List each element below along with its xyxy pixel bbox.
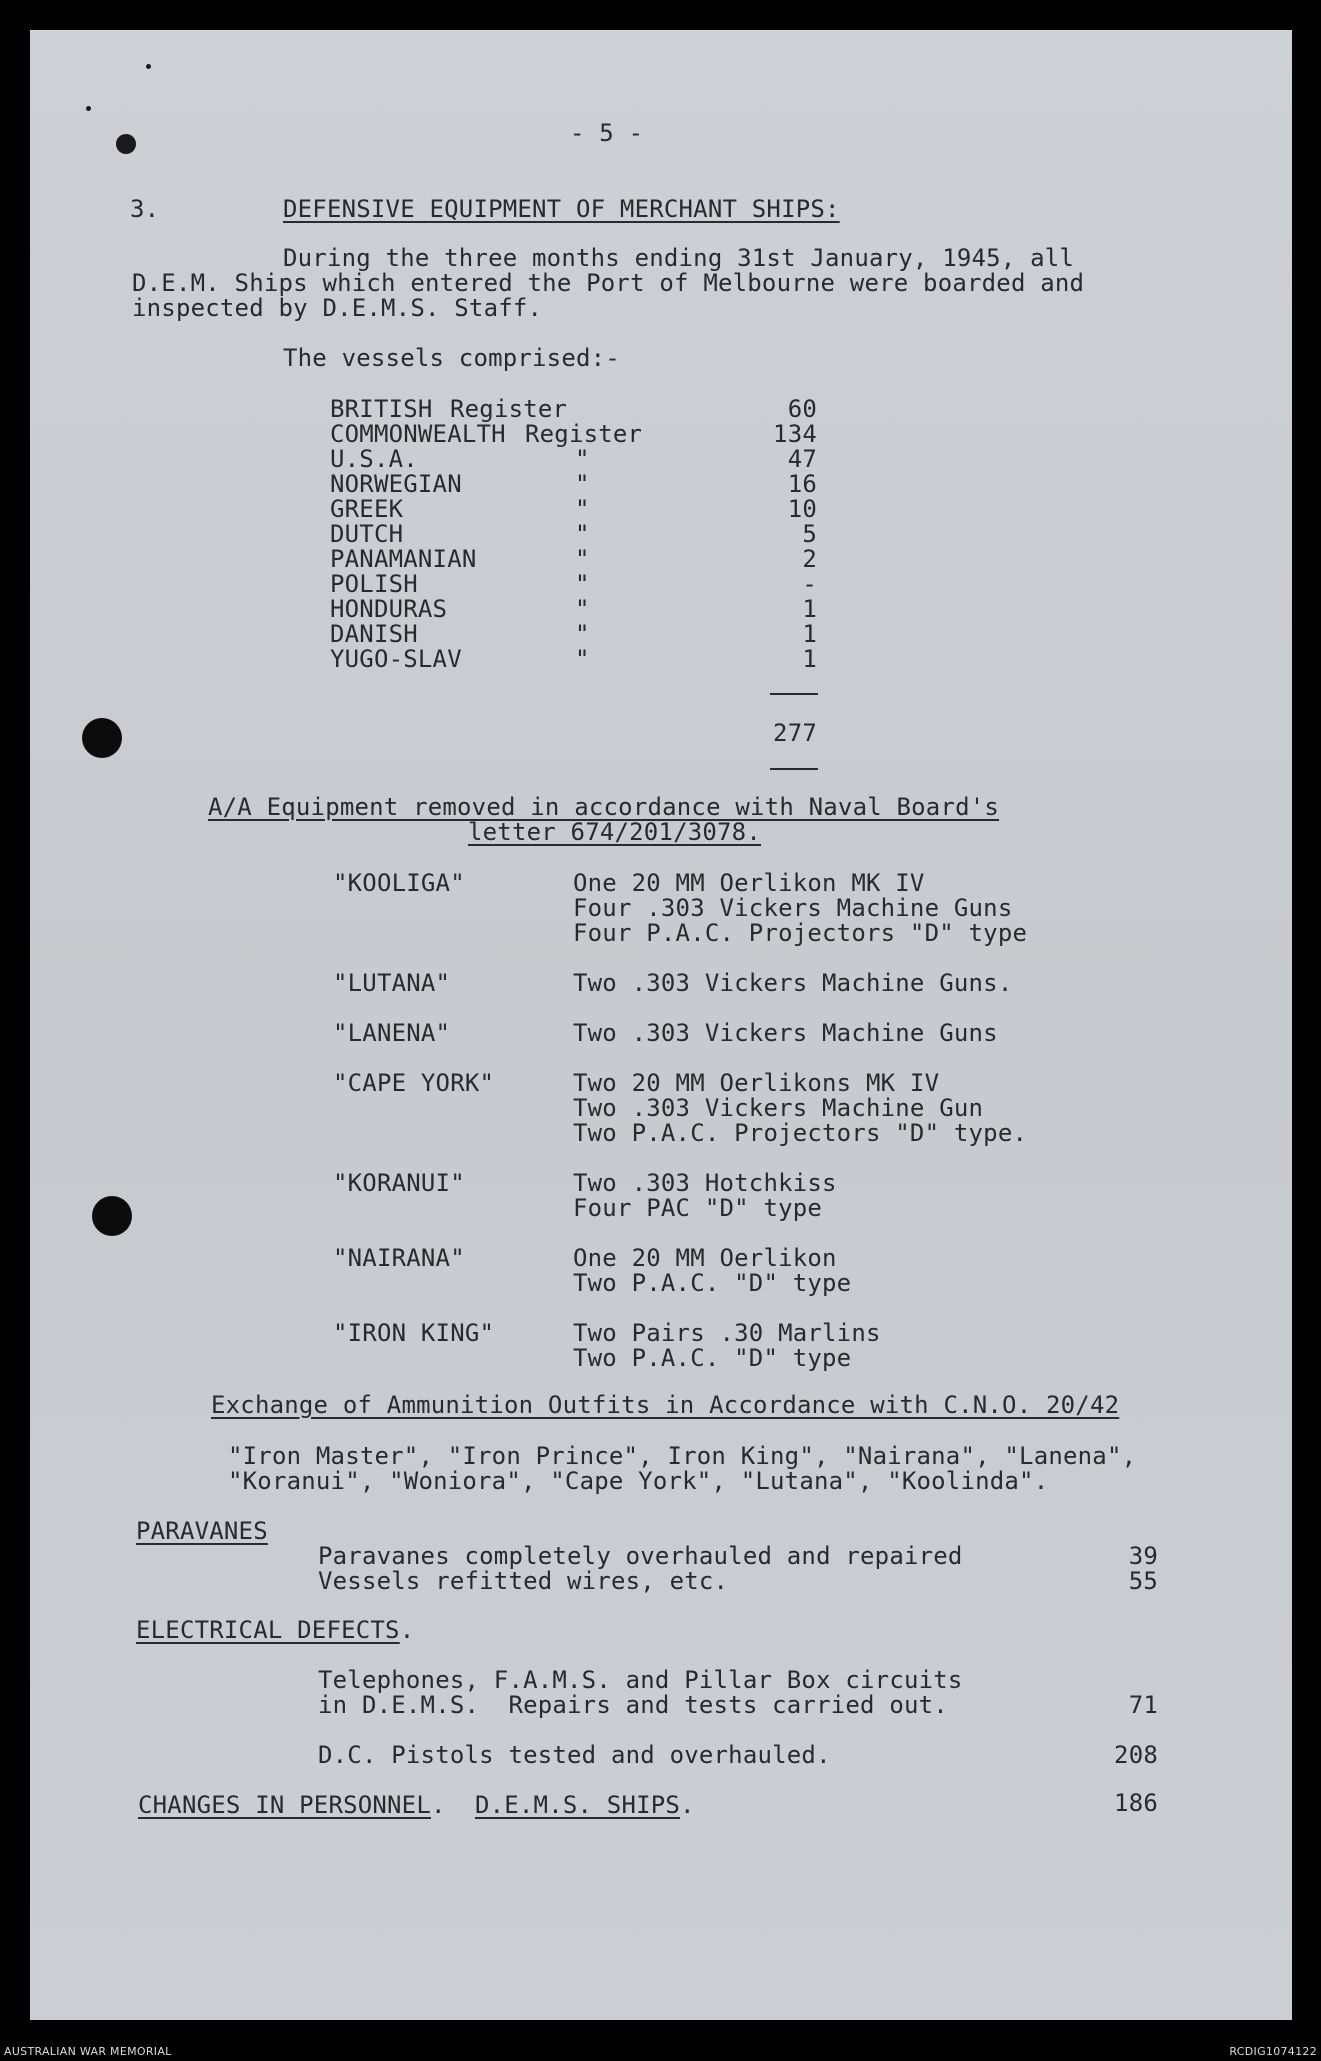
equipment-item: Two .303 Vickers Machine Guns.: [573, 969, 1013, 997]
vessel-name: NORWEGIAN: [330, 470, 462, 498]
personnel-heading: CHANGES IN PERSONNEL: [138, 1791, 431, 1819]
intro-line: During the three months ending 31st January, 1945, all: [283, 244, 1075, 272]
equipment-item: One 20 MM Oerlikon MK IV: [573, 869, 925, 897]
equipment-item: Two P.A.C. Projectors "D" type.: [573, 1119, 1028, 1147]
electrical-row-text: in D.E.M.S. Repairs and tests carried out.: [318, 1691, 948, 1719]
vessel-count: 10: [787, 495, 817, 523]
vessel-name: HONDURAS: [330, 595, 448, 623]
section-heading: DEFENSIVE EQUIPMENT OF MERCHANT SHIPS:: [283, 195, 840, 223]
equipment-item: One 20 MM Oerlikon: [573, 1244, 837, 1272]
vessel-register: ": [575, 545, 590, 573]
vessel-name: COMMONWEALTH: [330, 420, 506, 448]
personnel-heading-line: [138, 1792, 695, 1818]
paravanes-row-text: Vessels refitted wires, etc.: [318, 1567, 729, 1595]
footer-id: RCDIG1074122: [1229, 2045, 1317, 2058]
paravanes-row-value: 55: [1128, 1567, 1158, 1595]
ammo-heading: Exchange of Ammunition Outfits in Accordance with C.N.O. 20/42: [211, 1391, 1120, 1419]
ship-name: "NAIRANA": [333, 1244, 465, 1272]
electrical-row-value: 71: [1128, 1691, 1158, 1719]
vessel-register: ": [575, 570, 590, 598]
vessel-name: POLISH: [330, 570, 418, 598]
pin-mark-dot: [86, 106, 91, 111]
equipment-item: Two Pairs .30 Marlins: [573, 1319, 881, 1347]
vessel-name: GREEK: [330, 495, 404, 523]
ship-name: "IRON KING": [333, 1319, 495, 1347]
vessel-name: DANISH: [330, 620, 418, 648]
equipment-item: Two .303 Hotchkiss: [573, 1169, 837, 1197]
ship-name: "LUTANA": [333, 969, 451, 997]
vessel-count: 2: [802, 545, 817, 573]
pin-mark-dot: [146, 64, 151, 69]
electrical-heading-suffix: .: [399, 1616, 415, 1644]
vessel-register: ": [575, 595, 590, 623]
vessel-count: 47: [787, 445, 817, 473]
intro-line: D.E.M. Ships which entered the Port of Melbourne were boarded and: [132, 269, 1085, 297]
equipment-item: Two 20 MM Oerlikons MK IV: [573, 1069, 940, 1097]
equipment-item: Two P.A.C. "D" type: [573, 1269, 852, 1297]
electrical-row-value: 208: [1114, 1741, 1158, 1769]
aa-heading: letter 674/201/3078.: [468, 818, 761, 846]
vessel-register: Register: [525, 420, 643, 448]
vessel-register: ": [575, 495, 590, 523]
section-number: 3.: [130, 195, 160, 223]
vessel-register: Register: [450, 395, 568, 423]
equipment-item: Four PAC "D" type: [573, 1194, 823, 1222]
equipment-item: Two .303 Vickers Machine Guns: [573, 1019, 998, 1047]
ammo-ships-line: "Koranui", "Woniora", "Cape York", "Lutana", "Koolinda".: [228, 1467, 1049, 1495]
ship-name: "KORANUI": [333, 1169, 465, 1197]
punch-hole-top: [82, 718, 122, 758]
electrical-row-text: D.C. Pistols tested and overhauled.: [318, 1741, 831, 1769]
vessel-name: U.S.A.: [330, 445, 418, 473]
personnel-end: .: [680, 1791, 695, 1819]
vessel-count: 60: [787, 395, 817, 423]
vessel-name: DUTCH: [330, 520, 404, 548]
page-number: - 5 -: [570, 119, 644, 147]
pin-mark: [116, 134, 136, 154]
vessels-total: 277: [773, 719, 817, 747]
vessel-name: YUGO-SLAV: [330, 645, 462, 673]
vessel-register: ": [575, 520, 590, 548]
vessels-intro: The vessels comprised:-: [283, 344, 620, 372]
vessel-name: PANAMANIAN: [330, 545, 477, 573]
vessel-register: ": [575, 620, 590, 648]
electrical-row-text: Telephones, F.A.M.S. and Pillar Box circuits: [318, 1666, 963, 1694]
paravanes-row-text: Paravanes completely overhauled and repaired: [318, 1542, 963, 1570]
intro-line: inspected by D.E.M.S. Staff.: [132, 294, 543, 322]
electrical-heading: ELECTRICAL DEFECTS: [136, 1616, 400, 1644]
vessel-name: BRITISH: [330, 395, 433, 423]
ship-name: "CAPE YORK": [333, 1069, 495, 1097]
ammo-ships-line: "Iron Master", "Iron Prince", Iron King", "Nairana", "Lanena",: [228, 1442, 1137, 1470]
personnel-value: 186: [1114, 1789, 1158, 1817]
electrical-heading-line: [136, 1617, 414, 1643]
equipment-item: Four .303 Vickers Machine Guns: [573, 894, 1013, 922]
total-rule-top: [770, 693, 818, 695]
vessel-count: 1: [802, 595, 817, 623]
vessel-count: 5: [802, 520, 817, 548]
vessel-count: 1: [802, 645, 817, 673]
aa-heading: A/A Equipment removed in accordance with Naval Board's: [208, 793, 1000, 821]
equipment-item: Two .303 Vickers Machine Gun: [573, 1094, 984, 1122]
paravanes-row-value: 39: [1128, 1542, 1158, 1570]
ship-name: "KOOLIGA": [333, 869, 465, 897]
vessel-count: 134: [773, 420, 817, 448]
vessel-count: 1: [802, 620, 817, 648]
paravanes-heading: PARAVANES: [136, 1517, 268, 1545]
punch-hole-bottom: [92, 1196, 132, 1236]
total-rule-bottom: [770, 768, 818, 770]
vessel-register: ": [575, 470, 590, 498]
vessel-count: -: [802, 570, 817, 598]
personnel-sep: .: [430, 1791, 446, 1819]
vessel-register: ": [575, 445, 590, 473]
vessel-count: 16: [787, 470, 817, 498]
equipment-item: Four P.A.C. Projectors "D" type: [573, 919, 1028, 947]
personnel-subheading: D.E.M.S. SHIPS: [474, 1791, 681, 1819]
vessel-register: ": [575, 645, 590, 673]
footer-credit: AUSTRALIAN WAR MEMORIAL: [4, 2045, 172, 2058]
equipment-item: Two P.A.C. "D" type: [573, 1344, 852, 1372]
ship-name: "LANENA": [333, 1019, 451, 1047]
